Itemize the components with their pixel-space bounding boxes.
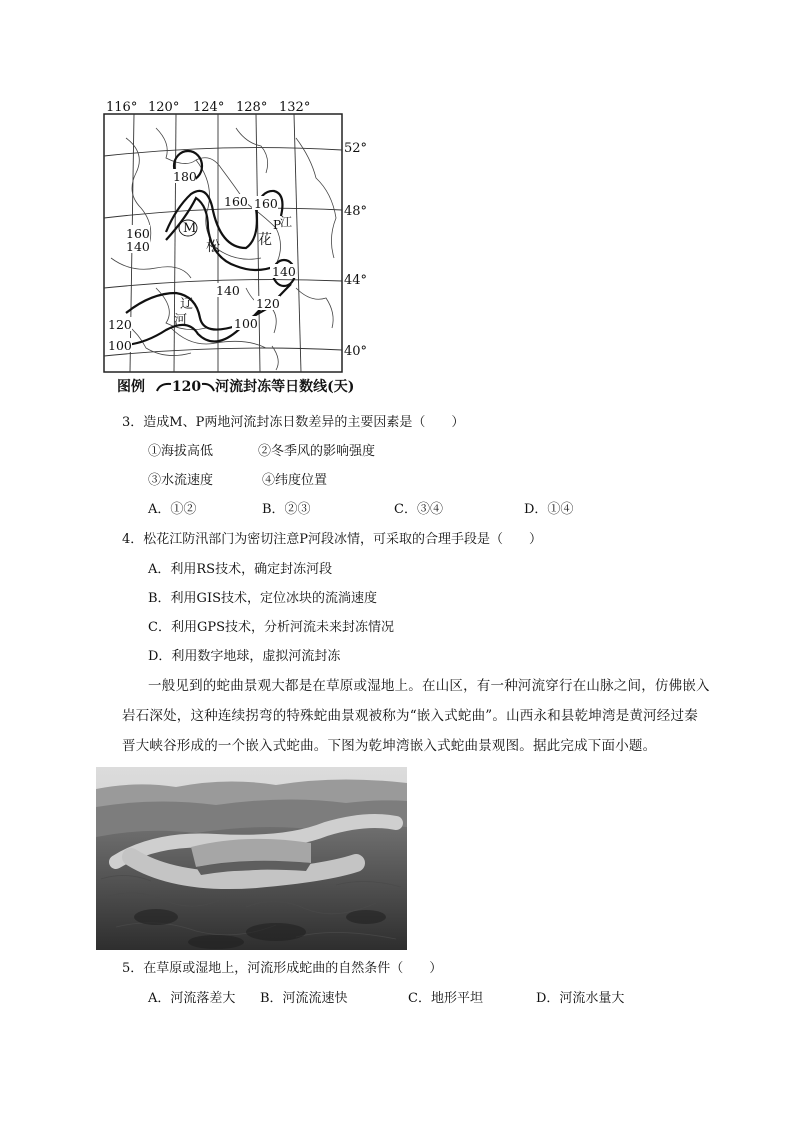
river-name-hua: 花	[258, 232, 272, 248]
isoline-label: 160	[254, 196, 278, 211]
q4-stem: 4．松花江防汛部门为密切注意P河段冰情，可采取的合理手段是（ ）	[122, 532, 543, 547]
legend-value: 120	[171, 379, 202, 395]
lon-label: 120°	[148, 100, 180, 115]
isoline-label: 120	[108, 317, 132, 332]
isoline-label: 140	[216, 283, 240, 298]
isoline-label: 160	[126, 226, 150, 241]
q3-item: ③水流速度	[148, 473, 214, 488]
q3-option: B．②③	[262, 502, 311, 517]
lat-label: 48°	[344, 204, 366, 219]
lon-label: 132°	[279, 100, 311, 115]
q5-option: B．河流流速快	[260, 991, 348, 1006]
river-name-he: 河	[174, 313, 188, 328]
isoline-label: 140	[272, 264, 296, 279]
lat-label: 52°	[344, 141, 366, 156]
passage-line-3: 晋大峡谷形成的一个嵌入式蛇曲。下图为乾坤湾嵌入式蛇曲景观图。据此完成下面小题。	[122, 738, 657, 754]
map-legend	[117, 376, 354, 396]
lat-label: 44°	[344, 273, 366, 288]
q4-option: C．利用GPS技术，分析河流未来封冻情况	[148, 620, 394, 635]
isoline-label: 100	[234, 316, 258, 331]
river-name-liao: 辽	[180, 297, 194, 312]
q3-item: ②冬季风的影响强度	[258, 444, 376, 459]
q3-option: A．①②	[148, 502, 197, 517]
q4-option: D．利用数字地球，虚拟河流封冻	[148, 649, 341, 664]
isoline-label: 180	[173, 169, 197, 184]
legend-text: 河流封冻等日数线(天)	[215, 379, 355, 395]
q3-option: D．①④	[524, 502, 574, 517]
q5-option: D．河流水量大	[536, 991, 625, 1006]
q3-option: C．③④	[394, 502, 443, 517]
legend-prefix: 图例	[117, 379, 145, 395]
q3-item: ④纬度位置	[262, 473, 328, 488]
lon-label: 116°	[106, 100, 138, 115]
isoline-label: 120	[256, 296, 280, 311]
isoline-label: 140	[126, 239, 150, 254]
map-svg	[96, 98, 366, 398]
legend-line-icon-end	[201, 381, 215, 393]
passage-line-2: 岩石深处，这种连续拐弯的特殊蛇曲景观被称为“嵌入式蛇曲”。山西永和县乾坤湾是黄河经过秦	[122, 708, 698, 724]
river-name-jiang: 江	[280, 215, 293, 229]
point-m-label: M	[183, 221, 197, 236]
q5-option: A．河流落差大	[148, 991, 236, 1006]
lon-labels	[106, 100, 310, 115]
isoline-label: 160	[224, 194, 248, 209]
point-p-label: P	[273, 218, 282, 232]
q3-item: ①海拔高低	[148, 444, 214, 459]
q4-option: B．利用GIS技术，定位冰块的流淌速度	[148, 591, 377, 606]
passage-line-1: 一般见到的蛇曲景观大都是在草原或湿地上。在山区，有一种河流穿行在山脉之间，仿佛嵌入	[148, 678, 710, 694]
isoline-label: 100	[108, 338, 132, 353]
q4-option: A．利用RS技术，确定封冻河段	[148, 562, 333, 577]
legend-line-icon	[156, 381, 172, 393]
lat-label: 40°	[344, 344, 366, 359]
lon-label: 124°	[193, 100, 225, 115]
river-name-song: 松	[206, 239, 220, 255]
lat-labels	[344, 141, 366, 359]
q5-option: C．地形平坦	[408, 991, 483, 1006]
isoline-map-figure	[96, 98, 366, 398]
meander-photo-svg	[96, 767, 407, 950]
q5-stem: 5．在草原或湿地上，河流形成蛇曲的自然条件（ ）	[122, 961, 443, 976]
meander-landscape-photo	[96, 767, 407, 950]
q3-stem: 3．造成M、P两地河流封冻日数差异的主要因素是（ ）	[122, 415, 465, 430]
lon-label: 128°	[236, 100, 268, 115]
